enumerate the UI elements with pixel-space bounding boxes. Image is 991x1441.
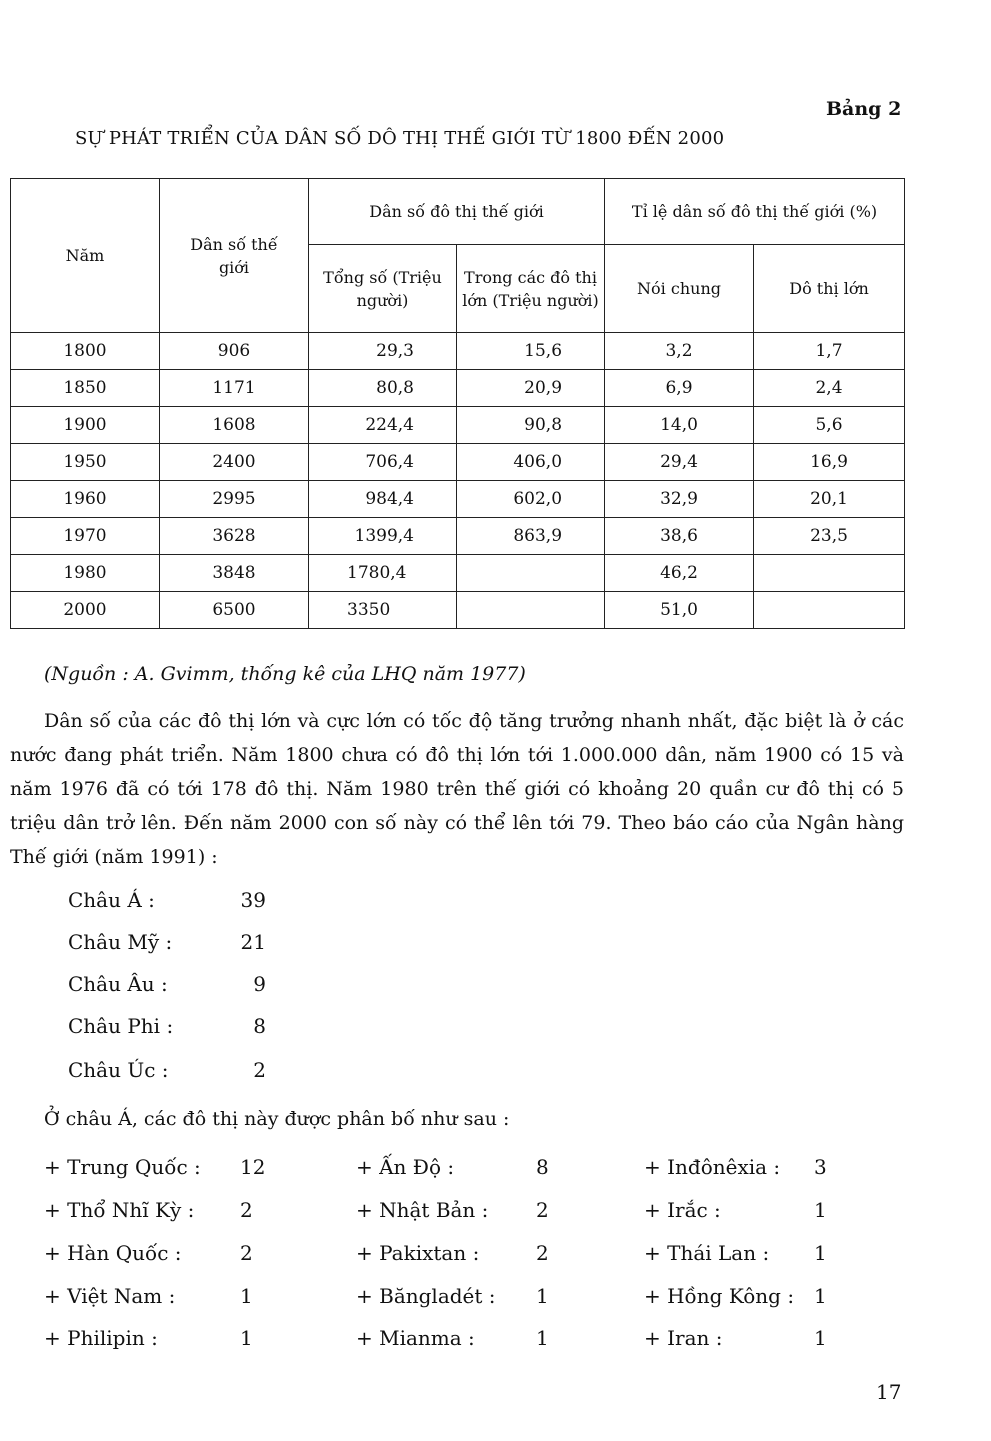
population-table <box>10 178 905 629</box>
cell-total: 984,4 <box>309 481 457 518</box>
cell-general: 6,9 <box>605 370 754 407</box>
cell-large-pct: 2,4 <box>754 370 905 407</box>
cell-total: 29,3 <box>309 333 457 370</box>
country-count: 1 <box>814 1241 827 1265</box>
cell-total: 706,4 <box>309 444 457 481</box>
cell-total: 1780,4 <box>309 555 457 592</box>
cell-large-pct: 5,6 <box>754 407 905 444</box>
cell-general: 29,4 <box>605 444 754 481</box>
header-year: Năm <box>11 179 160 333</box>
country-name: + Mianma : <box>356 1326 475 1350</box>
cell-large <box>457 555 605 592</box>
country-count: 1 <box>536 1284 549 1308</box>
continent-count: 8 <box>253 1014 266 1038</box>
cell-year: 1980 <box>11 555 160 592</box>
cell-world: 2400 <box>160 444 309 481</box>
header-general: Nói chung <box>605 245 754 333</box>
table-row <box>11 518 905 555</box>
cell-general: 14,0 <box>605 407 754 444</box>
cell-total: 224,4 <box>309 407 457 444</box>
continent-name: Châu Mỹ : <box>68 930 173 954</box>
header-urban-pop: Dân số đô thị thế giới <box>309 179 605 245</box>
cell-total: 80,8 <box>309 370 457 407</box>
country-name: + Băngladét : <box>356 1284 496 1308</box>
continent-count: 21 <box>240 930 266 954</box>
header-total: Tổng số (Triệu người) <box>309 245 457 333</box>
table-row <box>11 444 905 481</box>
cell-year: 1960 <box>11 481 160 518</box>
continent-name: Châu Úc : <box>68 1058 169 1082</box>
country-name: + Iran : <box>644 1326 723 1350</box>
header-large-cities: Trong các đô thị lớn (Triệu người) <box>457 245 605 333</box>
page-number: 17 <box>876 1380 902 1404</box>
continent-count: 2 <box>253 1058 266 1082</box>
cell-year: 2000 <box>11 592 160 629</box>
cell-general: 32,9 <box>605 481 754 518</box>
table-row <box>11 481 905 518</box>
table-row <box>11 555 905 592</box>
cell-world: 906 <box>160 333 309 370</box>
cell-general: 46,2 <box>605 555 754 592</box>
cell-year: 1970 <box>11 518 160 555</box>
table-row <box>11 333 905 370</box>
country-count: 1 <box>240 1284 253 1308</box>
country-count: 1 <box>240 1326 253 1350</box>
header-large: Dô thị lớn <box>754 245 905 333</box>
table-row <box>11 592 905 629</box>
cell-large-pct <box>754 555 905 592</box>
cell-large-pct <box>754 592 905 629</box>
cell-world: 6500 <box>160 592 309 629</box>
country-name: + Nhật Bản : <box>356 1198 489 1222</box>
cell-general: 38,6 <box>605 518 754 555</box>
table-label: Bảng 2 <box>826 98 902 120</box>
body-paragraph: Dân số của các đô thị lớn và cực lớn có tốc độ tăng trưởng nhanh nhất, đặc biệt là ở các nước đang phát triển. Năm 1800 chưa có đô thị lớn tới 1.000.000 dân, năm 1900 có 15 và năm 1976 đã có tới 178 đô thị. Năm 1980 trên thế giới có khoảng 20 quần cư đô thị có 5 triệu dân trở lên. Đến năm 2000 con số này có thể lên tới 79. Theo báo cáo của Ngân hàng Thế giới (năm 1991) : <box>10 710 904 868</box>
cell-total: 3350 <box>309 592 457 629</box>
continent-count: 9 <box>253 972 266 996</box>
cell-general: 3,2 <box>605 333 754 370</box>
continent-name: Châu Phi : <box>68 1014 174 1038</box>
cell-large-pct: 20,1 <box>754 481 905 518</box>
cell-large-pct: 16,9 <box>754 444 905 481</box>
country-name: + Inđônêxia : <box>644 1155 781 1179</box>
cell-year: 1850 <box>11 370 160 407</box>
cell-world: 3848 <box>160 555 309 592</box>
table-title: SỰ PHÁT TRIỂN CỦA DÂN SỐ DÔ THỊ THẾ GIỚI TỪ 1800 ĐẾN 2000 <box>75 128 725 149</box>
cell-large: 602,0 <box>457 481 605 518</box>
country-name: + Irắc : <box>644 1198 721 1222</box>
cell-large <box>457 592 605 629</box>
cell-year: 1900 <box>11 407 160 444</box>
table-row <box>11 370 905 407</box>
country-name: + Việt Nam : <box>44 1284 176 1308</box>
country-name: + Pakixtan : <box>356 1241 480 1265</box>
cell-total: 1399,4 <box>309 518 457 555</box>
country-count: 2 <box>536 1198 549 1222</box>
header-world-pop: Dân số thế giới <box>160 179 309 333</box>
country-name: + Hồng Kông : <box>644 1284 795 1308</box>
cell-world: 3628 <box>160 518 309 555</box>
country-count: 1 <box>536 1326 549 1350</box>
asia-intro: Ở châu Á, các đô thị này được phân bố như sau : <box>44 1108 510 1130</box>
table-row <box>11 407 905 444</box>
country-count: 12 <box>240 1155 266 1179</box>
country-count: 2 <box>240 1198 253 1222</box>
country-name: + Thổ Nhĩ Kỳ : <box>44 1198 195 1222</box>
cell-large: 406,0 <box>457 444 605 481</box>
continent-count: 39 <box>240 888 266 912</box>
country-count: 2 <box>240 1241 253 1265</box>
cell-large: 90,8 <box>457 407 605 444</box>
cell-world: 1608 <box>160 407 309 444</box>
country-name: + Hàn Quốc : <box>44 1241 182 1265</box>
cell-world: 1171 <box>160 370 309 407</box>
country-count: 8 <box>536 1155 549 1179</box>
country-name: + Ấn Độ : <box>356 1155 455 1179</box>
cell-large: 20,9 <box>457 370 605 407</box>
country-count: 3 <box>814 1155 827 1179</box>
header-urban-ratio: Tỉ lệ dân số đô thị thế giới (%) <box>605 179 905 245</box>
country-count: 1 <box>814 1326 827 1350</box>
country-name: + Philipin : <box>44 1326 158 1350</box>
cell-large-pct: 23,5 <box>754 518 905 555</box>
cell-year: 1800 <box>11 333 160 370</box>
cell-large: 863,9 <box>457 518 605 555</box>
cell-year: 1950 <box>11 444 160 481</box>
country-name: + Trung Quốc : <box>44 1155 201 1179</box>
cell-large: 15,6 <box>457 333 605 370</box>
continent-name: Châu Âu : <box>68 972 168 996</box>
country-count: 1 <box>814 1198 827 1222</box>
cell-general: 51,0 <box>605 592 754 629</box>
cell-world: 2995 <box>160 481 309 518</box>
continent-name: Châu Á : <box>68 888 155 912</box>
country-count: 2 <box>536 1241 549 1265</box>
source-note: (Nguồn : A. Gvimm, thống kê của LHQ năm 1977) <box>44 663 526 685</box>
cell-large-pct: 1,7 <box>754 333 905 370</box>
country-name: + Thái Lan : <box>644 1241 770 1265</box>
country-count: 1 <box>814 1284 827 1308</box>
